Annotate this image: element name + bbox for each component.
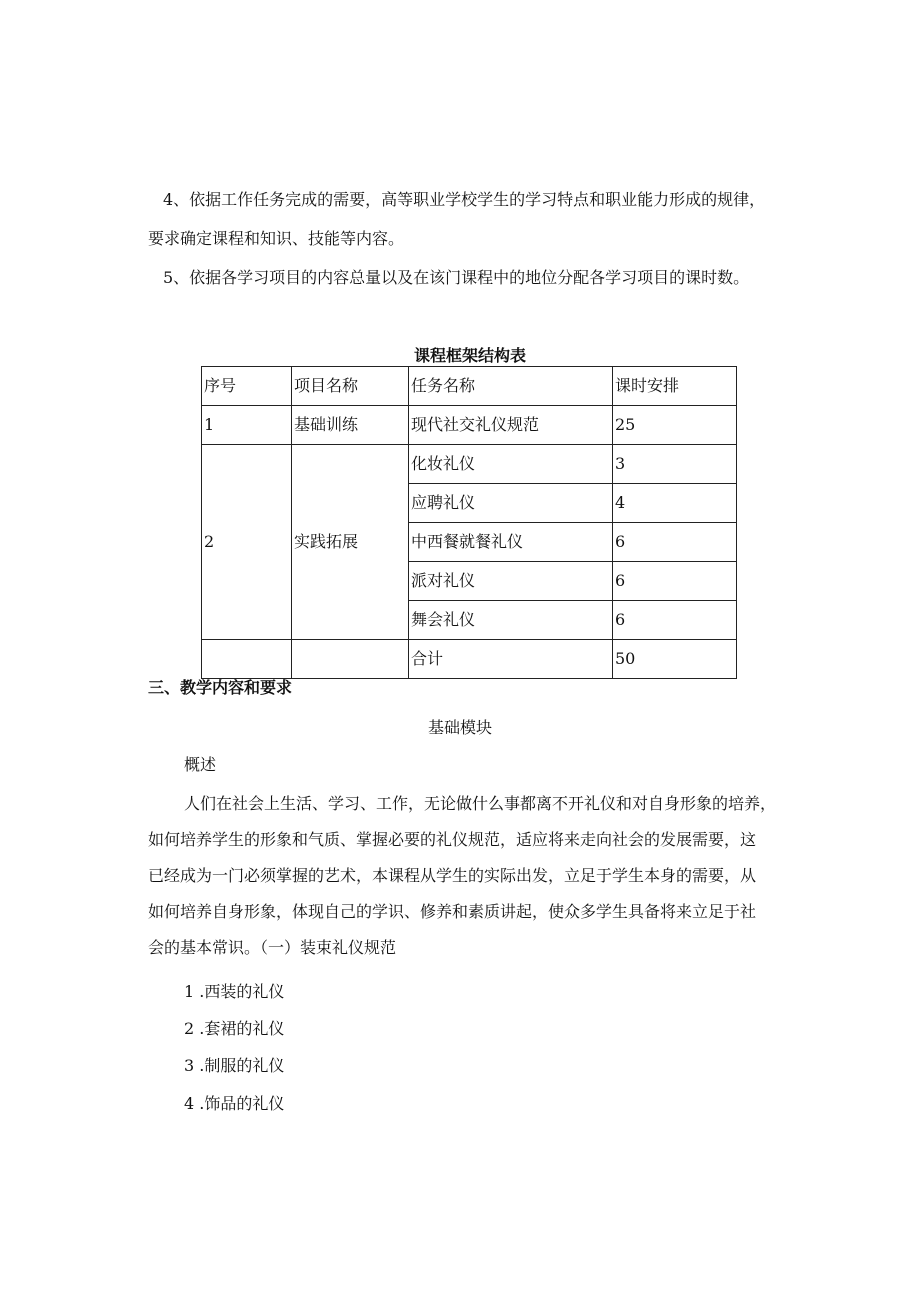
task-name: 现代社交礼仪规范 — [409, 406, 613, 445]
project-name: 基础训练 — [292, 406, 409, 445]
table-header-row — [202, 367, 737, 406]
task-name: 化妆礼仪 — [409, 445, 613, 484]
paragraph-line: 已经成为一门必须掌握的艺术，本课程从学生的实际出发，立足于学生本身的需要，从 — [148, 866, 757, 885]
course-framework-table — [201, 366, 737, 679]
hours: 6 — [613, 601, 737, 640]
total-hours: 50 — [613, 640, 737, 679]
row-number: 2 — [202, 445, 292, 640]
header-cell: 课时安排 — [613, 367, 737, 406]
header-cell: 序号 — [202, 367, 292, 406]
table-title: 课程框架结构表 — [413, 346, 526, 365]
empty-cell — [292, 640, 409, 679]
table-row — [202, 445, 737, 484]
total-label: 合计 — [409, 640, 613, 679]
task-name: 舞会礼仪 — [409, 601, 613, 640]
paragraph-line: 如何培养自身形象，体现自己的学识、修养和素质讲起，使众多学生具备将来立足于社 — [148, 902, 757, 921]
item-4-line-2: 要求确定课程和知识、技能等内容。 — [148, 229, 405, 248]
hours: 3 — [613, 445, 737, 484]
table-total-row — [202, 640, 737, 679]
task-name: 派对礼仪 — [409, 562, 613, 601]
paragraph-line: 如何培养学生的形象和气质、掌握必要的礼仪规范，适应将来走向社会的发展需要，这 — [148, 830, 757, 849]
module-title: 基础模块 — [427, 718, 492, 737]
task-name: 中西餐就餐礼仪 — [409, 523, 613, 562]
empty-cell — [202, 640, 292, 679]
item-5: 5、依据各学习项目的内容总量以及在该门课程中的地位分配各学习项目的课时数。 — [163, 268, 750, 287]
item-4-line-1: 4、依据工作任务完成的需要，高等职业学校学生的学习特点和职业能力形成的规律， — [163, 190, 766, 209]
table-row — [202, 406, 737, 445]
project-name: 实践拓展 — [292, 445, 409, 640]
header-cell: 任务名称 — [409, 367, 613, 406]
hours: 6 — [613, 523, 737, 562]
section-heading: 三、教学内容和要求 — [148, 678, 293, 697]
list-item: 1 .西装的礼仪 — [184, 982, 285, 1001]
header-cell: 项目名称 — [292, 367, 409, 406]
overview-label: 概述 — [184, 755, 217, 774]
hours: 6 — [613, 562, 737, 601]
paragraph-line: 会的基本常识。（一）装束礼仪规范 — [148, 938, 397, 957]
row-number: 1 — [202, 406, 292, 445]
list-item: 3 .制服的礼仪 — [184, 1056, 285, 1075]
task-name: 应聘礼仪 — [409, 484, 613, 523]
list-item: 4 .饰品的礼仪 — [184, 1094, 285, 1113]
hours: 25 — [613, 406, 737, 445]
hours: 4 — [613, 484, 737, 523]
paragraph-line: 人们在社会上生活、学习、工作，无论做什么事都离不开礼仪和对自身形象的培养， — [184, 794, 777, 813]
list-item: 2 .套裙的礼仪 — [184, 1019, 285, 1038]
